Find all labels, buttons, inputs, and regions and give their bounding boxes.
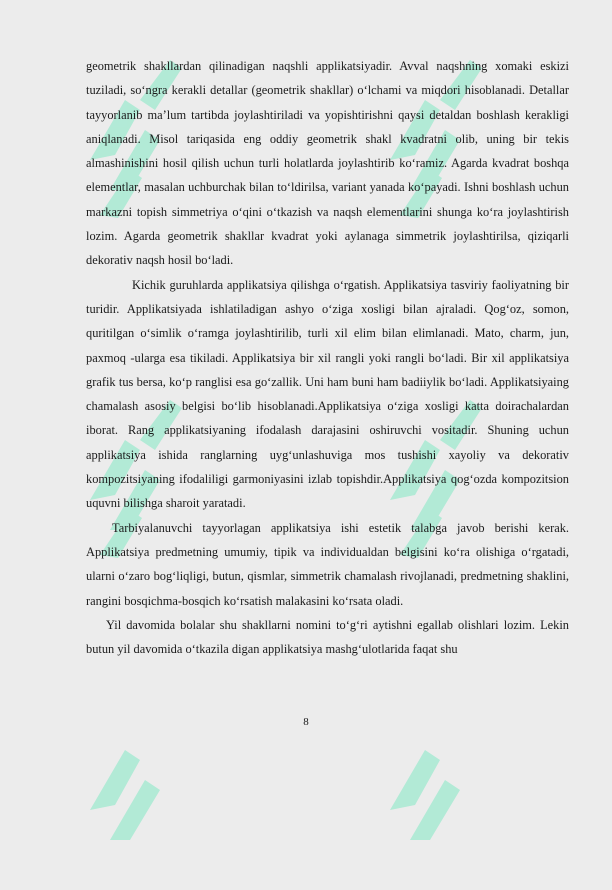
paragraph-geometric-applique: geometrik shakllardan qilinadigan naqshli applikatsiyadir. Avval naqshning xomaki eskizi tuziladi, so‘ngra kerakli detallar (geometrik shakllar) o‘lchami va miqdori hisoblanadi. Detallar tayyorlanib ma’lum tartibda joylashtiriladi va yopishtirishni qaysi detaldan boshlash kerakligi aniqlanadi. Misol tariqasida eng oddiy geometrik shakl kvadratni olib, uning bir tekis almashinishini hosil qilish uchun turli holatlarda joylashtirib ko‘ramiz. Agarda kvadrat boshqa elementlar, masalan uchburchak bilan to‘ldirilsa, variant yanada ko‘payadi. Ishni boshlash uchun markazni topish simmetriya o‘qini o‘tkazish va naqsh elementlarini shunga ko‘ra joylashtirish lozim. Agarda geometrik shakllar kvadrat yoki aylanaga simmetrik joylashtirilsa, qiziqarli dekorativ naqsh hosil bo‘ladi.	[86, 59, 569, 268]
paragraph-small-groups: Kichik guruhlarda applikatsiya qilishga o‘rgatish. Applikatsiya tasviriy faoliyatning bir turidir. Applikatsiyada ishlatiladigan ashyo o‘ziga xosligi bilan ajraladi. Qog‘oz, somon, quritilgan o‘simlik o‘ramga joylashtirilib, turli xil elim bilan elimlanadi. Mato, charm, jun, paxmoq -ularga esa tikiladi. Applikatsiya bir xil rangli yoki rangli bo‘ladi. Bir xil applikatsiya grafik tus bersa, ko‘p ranglisi esa go‘zallik. Uni ham buni ham badiiylik bo‘ladi. Applikatsiyaing chamalash asosiy belgisi bo‘lib hisoblanadi.Applikatsiya o‘ziga xosligi katta doirachalardan iborat. Rang applikatsiyaning ifodalash darajasini oshiruvchi vositadir. Shuning uchun applikatsiya ishida ranglarning uyg‘unlashuviga mos tushishi xayoliy va dekorativ kompozitsiyaning ifodaliligi garmoniyasini izlab topishdir.Applikatsiya qog‘ozda kompozitsion uquvni bilishga sharoit yaratadi.	[86, 277, 569, 511]
page-number: 8	[303, 716, 309, 728]
document-body	[86, 54, 569, 661]
paragraph-year-shapes: Yil davomida bolalar shu shakllarni nomini to‘g‘ri aytishni egallab olishlari lozim. Lekin butun yil davomida o‘tkazila digan applikatsiya mashg‘ulotlarida faqat shu	[86, 617, 569, 657]
paragraph-aesthetic-requirements: Tarbiyalanuvchi tayyorlagan applikatsiya ishi estetik talabga javob berishi kerak. Applikatsiya predmetning umumiy, tipik va individualdan belgisini ko‘ra olishiga o‘rgatadi, ularni o‘zaro bog‘liqligi, butun, qismlar, simmetrik chamalash rivojlanadi, predmetning shaklini, rangini bosqichma-bosqich ko‘rsatish malakasini ko‘rsata oladi.	[86, 520, 569, 608]
